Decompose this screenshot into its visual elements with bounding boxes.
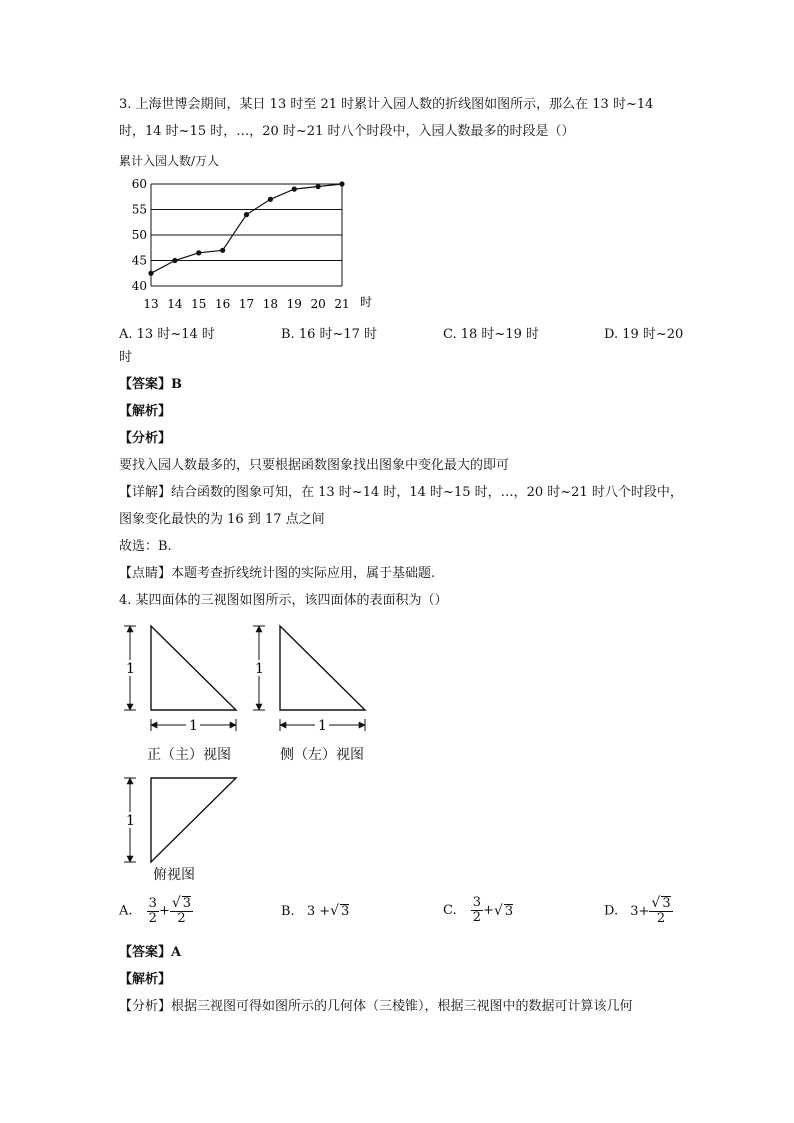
data-point: [220, 248, 225, 253]
data-point: [196, 250, 201, 255]
top-view-triangle: [151, 778, 236, 862]
x-tick-label: 15: [191, 297, 207, 311]
x-tick-label: 20: [310, 297, 326, 311]
x-tick-label: 18: [262, 297, 279, 311]
front-view-triangle: [151, 626, 236, 710]
q3-option-a: A. 13 时~14 时: [119, 327, 215, 342]
q3-xiangjie-line2: 图象变化最快的为 16 到 17 点之间: [119, 512, 325, 527]
q3-guxuan: 故选：B.: [119, 539, 172, 554]
x-tick-label: 21: [334, 297, 350, 311]
chart-xunit: 时: [360, 295, 373, 309]
data-point: [339, 181, 344, 186]
q4-option-d: D. 3+ $\frac{√ 3}{2}$: [604, 895, 671, 926]
q4-option-b: B. 3 +√ 3: [281, 903, 350, 919]
q3-answer: 【答案】B: [119, 377, 182, 392]
x-tick-label: 16: [214, 297, 231, 311]
line-chart: [118, 172, 388, 314]
side-view-diagram: [247, 620, 377, 740]
top-view-height-label: 1: [126, 813, 135, 829]
q4-jiexi: 【解析】: [119, 972, 172, 987]
data-point: [244, 212, 249, 217]
q3-option-c: C. 18 时~19 时: [443, 327, 539, 342]
x-tick-label: 13: [143, 297, 159, 311]
side-view-triangle: [280, 626, 365, 710]
q4-stem: 4. 某四面体的三视图如图所示，该四面体的表面积为（）: [119, 593, 448, 608]
q4-option-a-fraction2: $\frac{√ 3}{2}$: [171, 895, 192, 926]
y-tick-label: 50: [131, 228, 147, 242]
front-view-caption: 正（主）视图: [147, 747, 231, 763]
q4-option-d-fraction: $\frac{√ 3}{2}$: [651, 895, 671, 926]
y-tick-label: 45: [131, 253, 147, 268]
q3-option-d-wrap: 时: [119, 350, 133, 365]
q4-option-a: A. $\frac{3}{2}$ + $\frac{√ 3}{2}$: [119, 895, 192, 926]
q4-option-c-fraction: $\frac{3}{2}$: [472, 895, 482, 925]
q3-fenxi-title: 【分析】: [119, 431, 172, 446]
q3-option-b: B. 16 时~17 时: [281, 327, 378, 342]
q3-xiangjie-line1: 【详解】结合函数的图象可知，在 13 时~14 时，14 时~15 时，…，20 时~21 时八个时段中，: [119, 485, 683, 500]
q4-option-a-fraction1: $\frac{3}{2}$: [148, 895, 157, 926]
side-view-height-label: 1: [255, 661, 264, 677]
series-line: [151, 184, 342, 273]
y-tick-label: 55: [131, 202, 147, 217]
top-view-caption: 俯视图: [153, 867, 195, 883]
side-view-caption: 侧（左）视图: [280, 747, 364, 763]
data-point: [316, 184, 321, 189]
x-tick-label: 17: [238, 297, 255, 311]
q4-option-c: C. $\frac{3}{2}$ +√ 3: [443, 895, 514, 925]
q4-option-a-label: A.: [119, 903, 133, 919]
front-view-height-label: 1: [126, 661, 135, 677]
q3-dianjing: 【点睛】本题考查折线统计图的实际应用，属于基础题.: [119, 566, 436, 581]
side-view-width-label: 1: [318, 718, 327, 734]
q3-jiexi: 【解析】: [119, 404, 172, 419]
q3-stem-line1: 3. 上海世博会期间，某日 13 时至 21 时累计入园人数的折线图如图所示，那么在 13 时~14: [119, 97, 654, 112]
data-point: [148, 271, 153, 276]
front-view-width-label: 1: [189, 718, 198, 734]
data-point: [292, 187, 297, 192]
q4-answer: 【答案】A: [119, 945, 182, 960]
y-tick-label: 40: [131, 279, 147, 293]
q4-fenxi: 【分析】根据三视图可得如图所示的几何体（三棱锥），根据三视图中的数据可计算该几何: [119, 999, 633, 1014]
top-view-diagram: [118, 772, 248, 868]
y-tick-label: 60: [131, 177, 147, 191]
data-point: [268, 197, 273, 202]
chart-ylabel: 累计入园人数/万人: [119, 154, 220, 168]
q3-option-d: D. 19 时~20: [604, 327, 684, 342]
front-view-diagram: [118, 620, 248, 740]
data-point: [172, 258, 177, 263]
x-tick-label: 19: [286, 297, 302, 311]
q3-stem-line2: 时，14 时~15 时，…，20 时~21 时八个时段中，入园人数最多的时段是（）: [119, 124, 575, 139]
x-tick-label: 14: [167, 297, 183, 311]
q3-fenxi-text: 要找入园人数最多的，只要根据函数图象找出图象中变化最大的即可: [119, 458, 510, 473]
